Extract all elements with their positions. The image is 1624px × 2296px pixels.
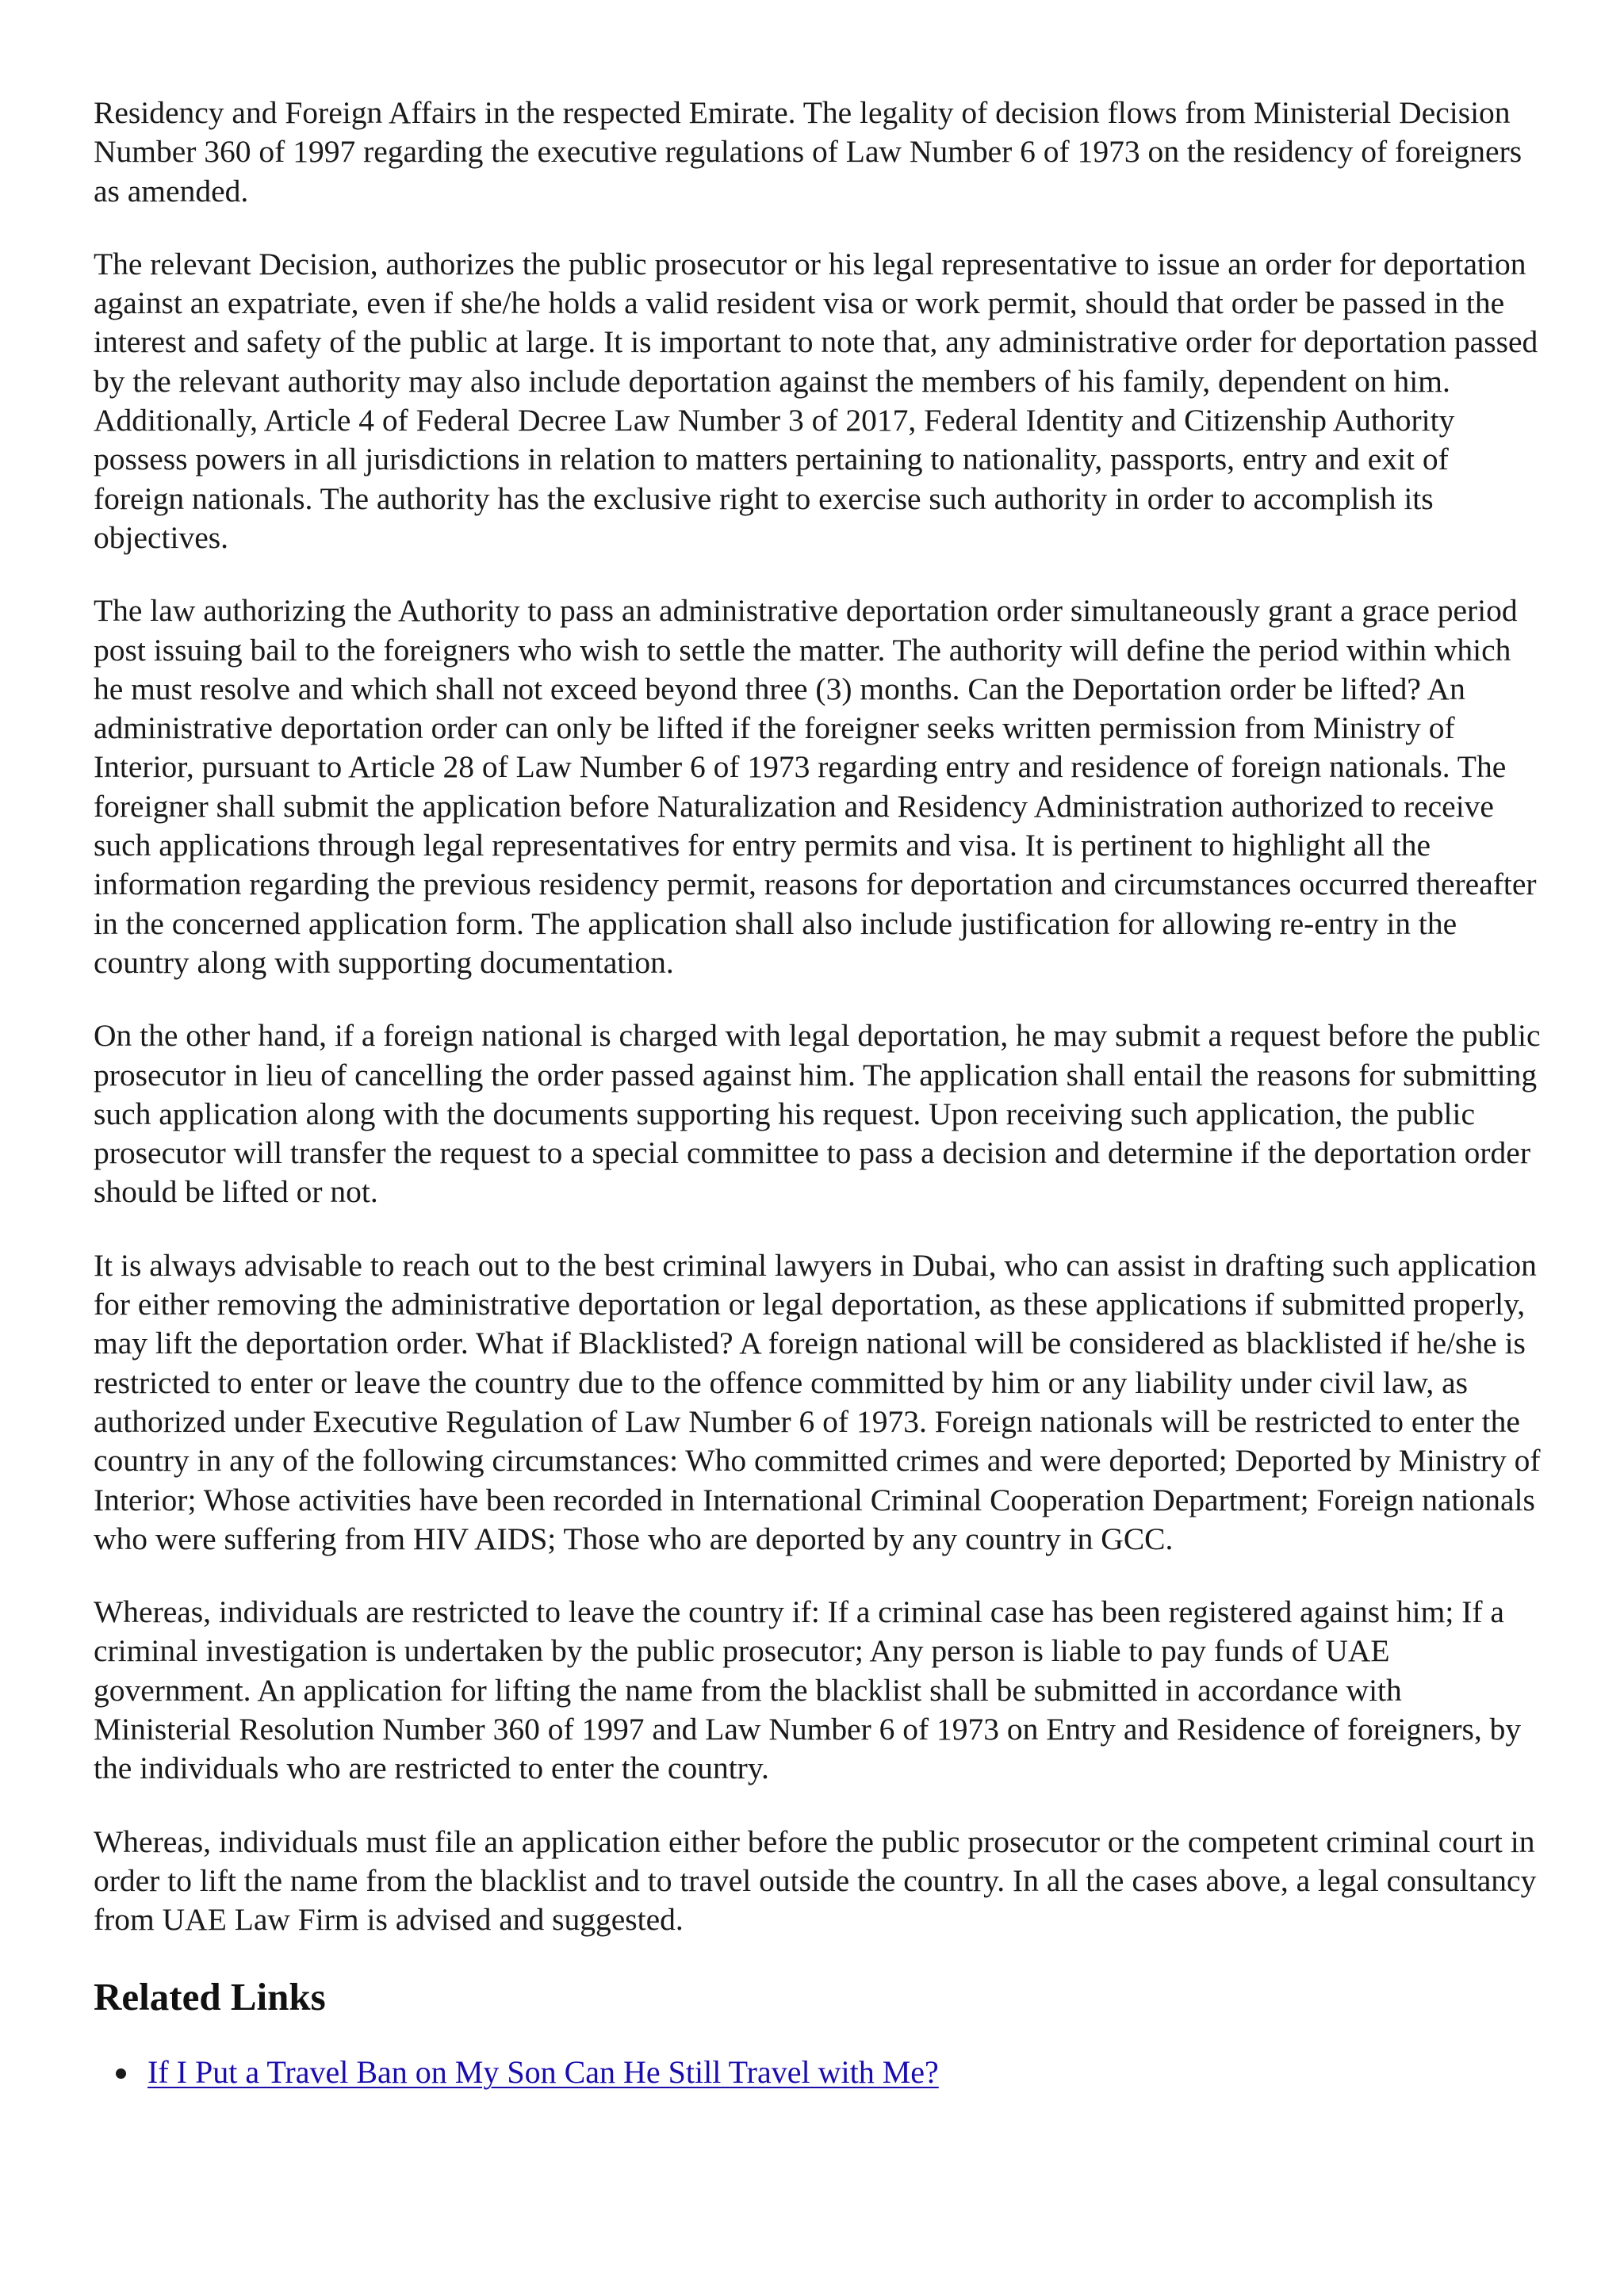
article-page <box>94 94 1546 2092</box>
related-link-travel-ban[interactable]: If I Put a Travel Ban on My Son Can He Still Travel with Me? <box>147 2054 939 2091</box>
article-paragraph: Whereas, individuals are restricted to leave the country if: If a criminal case has been registered against him; If a criminal investigation is undertaken by the public prosecutor; Any person is liable to pay funds of UAE government. An application for lifting the name from the blacklist shall be submitted in accordance with Ministerial Resolution Number 360 of 1997 and Law Number 6 of 1973 on Entry and Residence of foreigners, by the individuals who are restricted to enter the country. <box>94 1594 1522 1786</box>
article-paragraph: On the other hand, if a foreign national is charged with legal deportation, he may submit a request before the public prosecutor in lieu of cancelling the order passed against him. The application shall entail the reasons for submitting such application along with the documents supporting his request. Upon receiving such application, the public prosecutor will transfer the request to a special committee to pass a decision and determine if the deportation order should be lifted or not. <box>94 1018 1541 1210</box>
bullet-icon <box>116 2068 126 2079</box>
article-body <box>94 94 1546 1939</box>
list-item <box>147 2053 1546 2092</box>
article-paragraph: It is always advisable to reach out to the best criminal lawyers in Dubai, who can assist in drafting such application for either removing the administrative deportation or legal deportation, as these applications if submitted properly, may lift the deportation order. What if Blacklisted? A foreign national will be considered as blacklisted if he/she is restricted to enter or leave the country due to the offence committed by him or any liability under civil law, as authorized under Executive Regulation of Law Number 6 of 1973. Foreign nationals will be restricted to enter the country in any of the following circumstances: Who committed crimes and were deported; Deported by Ministry of Interior; Whose activities have been recorded in International Criminal Cooperation Department; Foreign nationals who were suffering from HIV AIDS; Those who are deported by any country in GCC. <box>94 1247 1541 1556</box>
article-paragraph: Residency and Foreign Affairs in the respected Emirate. The legality of decision flows from Ministerial Decision Number 360 of 1997 regarding the executive regulations of Law Number 6 of 1973 on the residency of foreigners as amended. <box>94 95 1522 209</box>
related-links-section <box>94 1973 1546 2092</box>
related-links-list <box>94 2053 1546 2092</box>
article-paragraph: The relevant Decision, authorizes the public prosecutor or his legal representative to issue an order for deportation against an expatriate, even if she/he holds a valid resident visa or work permit, should that order be passed in the interest and safety of the public at large. It is important to note that, any administrative order for deportation passed by the relevant authority may also include deportation against the members of his family, dependent on him. Additionally, Article 4 of Federal Decree Law Number 3 of 2017, Federal Identity and Citizenship Authority possess powers in all jurisdictions in relation to matters pertaining to nationality, passports, entry and exit of foreign nationals. The authority has the exclusive right to exercise such authority in order to accomplish its objectives. <box>94 246 1538 555</box>
related-links-heading: Related Links <box>94 1975 326 2019</box>
article-paragraph: The law authorizing the Authority to pass an administrative deportation order simultaneously grant a grace period post issuing bail to the foreigners who wish to settle the matter. The authority will define the period within which he must resolve and which shall not exceed beyond three (3) months. Can the Deportation order be lifted? An administrative deportation order can only be lifted if the foreigner seeks written permission from Ministry of Interior, pursuant to Article 28 of Law Number 6 of 1973 regarding entry and residence of foreign nationals. The foreigner shall submit the application before Naturalization and Residency Administration authorized to receive such applications through legal representatives for entry permits and visa. It is pertinent to highlight all the information regarding the previous residency permit, reasons for deportation and circumstances occurred thereafter in the concerned application form. The application shall also include justification for allowing re-entry in the country along with supporting documentation. <box>94 593 1537 980</box>
article-paragraph: Whereas, individuals must file an application either before the public prosecutor or the competent criminal court in order to lift the name from the blacklist and to travel outside the country. In all the cases above, a legal consultancy from UAE Law Firm is advised and suggested. <box>94 1823 1537 1938</box>
